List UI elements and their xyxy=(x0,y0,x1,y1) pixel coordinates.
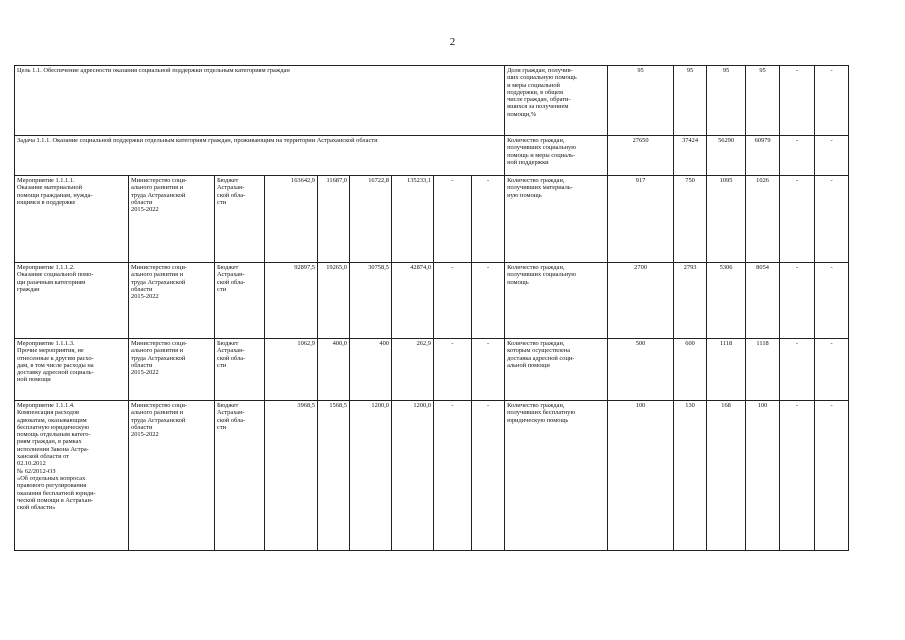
program-table xyxy=(14,65,849,551)
indicator-value: 168 xyxy=(707,401,746,551)
finance-cell: - xyxy=(434,176,472,263)
task-title: Задача 1.1.1. Оказание социальной поддержки отдельным категориям граждан, проживающим на территории Астраханской области xyxy=(15,136,505,176)
measure-source: Бюджет Астрахан- ской обла- сти xyxy=(215,401,265,551)
finance-cell: - xyxy=(434,263,472,339)
finance-cell: - xyxy=(472,263,505,339)
task-value: 37424 xyxy=(674,136,707,176)
finance-cell: 135233,1 xyxy=(392,176,434,263)
task-indicator: Количество граждан, получивших социальную помощь и меры социаль- ной поддержки xyxy=(505,136,608,176)
indicator-value: 917 xyxy=(608,176,674,263)
measure-row xyxy=(15,339,849,401)
indicator-value: - xyxy=(780,263,815,339)
indicator-value: 2700 xyxy=(608,263,674,339)
indicator-value: - xyxy=(815,176,849,263)
finance-cell: 19265,0 xyxy=(318,263,350,339)
measure-row xyxy=(15,401,849,551)
task-value: - xyxy=(815,136,849,176)
measure-indicator: Количество граждан, получивших бесплатную юридическую помощь xyxy=(505,401,608,551)
indicator-value: 8054 xyxy=(746,263,780,339)
finance-cell: - xyxy=(434,339,472,401)
finance-cell: 42874,0 xyxy=(392,263,434,339)
indicator-value: 500 xyxy=(608,339,674,401)
task-value: 56290 xyxy=(707,136,746,176)
measure-name: Мероприятие 1.1.1.4. Компенсация расходов адвокатам, оказывающим бесплатную юридическую помощь отдельным катего- риям граждан, в рамках исполнения Закона Астра- ханской области от 02.10.2012 № 62/2012-ОЗ «Об отдельных вопросах правового регулирования оказания бесплатной юриди- ческой помощи в Астрахан- ской области» xyxy=(15,401,129,551)
finance-cell: 400 xyxy=(350,339,392,401)
measure-source: Бюджет Астрахан- ской обла- сти xyxy=(215,176,265,263)
measure-executor: Министерство соци- ального развития и труда Астраханской области 2015-2022 xyxy=(129,339,215,401)
measure-source: Бюджет Астрахан- ской обла- сти xyxy=(215,339,265,401)
measure-indicator: Количество граждан, которым осуществлена доставка адресной соци- альной помощи xyxy=(505,339,608,401)
finance-cell: 400,0 xyxy=(318,339,350,401)
indicator-value: - xyxy=(780,176,815,263)
measure-source: Бюджет Астрахан- ской обла- сти xyxy=(215,263,265,339)
goal-value: 95 xyxy=(707,66,746,136)
goal-indicator: Доля граждан, получив- ших социальную помощь и меры социальной поддержки, в общем числе граждан, обрати- вшихся за получением помощи,% xyxy=(505,66,608,136)
indicator-value: 130 xyxy=(674,401,707,551)
goal-value: 95 xyxy=(608,66,674,136)
indicator-value: 100 xyxy=(746,401,780,551)
finance-cell: 1568,5 xyxy=(318,401,350,551)
goal-value: 95 xyxy=(746,66,780,136)
measure-name: Мероприятие 1.1.1.1. Оказание материальной помощи гражданам, нужда- ющимся в поддержке xyxy=(15,176,129,263)
indicator-value: 600 xyxy=(674,339,707,401)
indicator-value: - xyxy=(780,339,815,401)
indicator-value: - xyxy=(815,339,849,401)
goal-value: - xyxy=(815,66,849,136)
indicator-value: 1026 xyxy=(746,176,780,263)
indicator-value: 1095 xyxy=(707,176,746,263)
task-row xyxy=(15,136,849,176)
indicator-value: 5306 xyxy=(707,263,746,339)
indicator-value: - xyxy=(815,263,849,339)
task-value: - xyxy=(780,136,815,176)
page-number: 2 xyxy=(449,36,456,48)
finance-cell: 92897,5 xyxy=(265,263,318,339)
goal-row xyxy=(15,66,849,136)
indicator-value: 100 xyxy=(608,401,674,551)
finance-cell: 1200,0 xyxy=(392,401,434,551)
goal-value: 95 xyxy=(674,66,707,136)
indicator-value: - xyxy=(780,401,815,551)
measure-executor: Министерство соци- ального развития и труда Астраханской области 2015-2022 xyxy=(129,401,215,551)
indicator-value: 1118 xyxy=(707,339,746,401)
finance-cell: 163642,9 xyxy=(265,176,318,263)
task-value: 60979 xyxy=(746,136,780,176)
measure-indicator: Количество граждан, получивших материаль- ную помощь xyxy=(505,176,608,263)
measure-name: Мероприятие 1.1.1.3. Прочие мероприятия, не отнесенные к другим расхо- дам, в том числе расходы на доставку адресной социаль- ной помощи xyxy=(15,339,129,401)
finance-cell: 16722,8 xyxy=(350,176,392,263)
task-value: 27650 xyxy=(608,136,674,176)
indicator-value: - xyxy=(815,401,849,551)
finance-cell: - xyxy=(472,176,505,263)
measure-executor: Министерство соци- ального развития и труда Астраханской области 2015-2022 xyxy=(129,263,215,339)
indicator-value: 750 xyxy=(674,176,707,263)
finance-cell: 3968,5 xyxy=(265,401,318,551)
finance-cell: 11687,0 xyxy=(318,176,350,263)
indicator-value: 2793 xyxy=(674,263,707,339)
goal-value: - xyxy=(780,66,815,136)
measure-executor: Министерство соци- ального развития и труда Астраханской области 2015-2022 xyxy=(129,176,215,263)
finance-cell: - xyxy=(472,339,505,401)
measure-indicator: Количество граждан, получивших социальную помощь xyxy=(505,263,608,339)
finance-cell: 262,9 xyxy=(392,339,434,401)
measure-row xyxy=(15,176,849,263)
indicator-value: 1118 xyxy=(746,339,780,401)
goal-title: Цель 1.1. Обеспечение адресности оказания социальной поддержки отдельным категориям граждан xyxy=(15,66,505,136)
measure-row xyxy=(15,263,849,339)
finance-cell: - xyxy=(472,401,505,551)
measure-name: Мероприятие 1.1.1.2. Оказание социальной помо- щи разачным категориям граждан xyxy=(15,263,129,339)
finance-cell: 1062,9 xyxy=(265,339,318,401)
finance-cell: 1200,0 xyxy=(350,401,392,551)
finance-cell: - xyxy=(434,401,472,551)
finance-cell: 30758,5 xyxy=(350,263,392,339)
